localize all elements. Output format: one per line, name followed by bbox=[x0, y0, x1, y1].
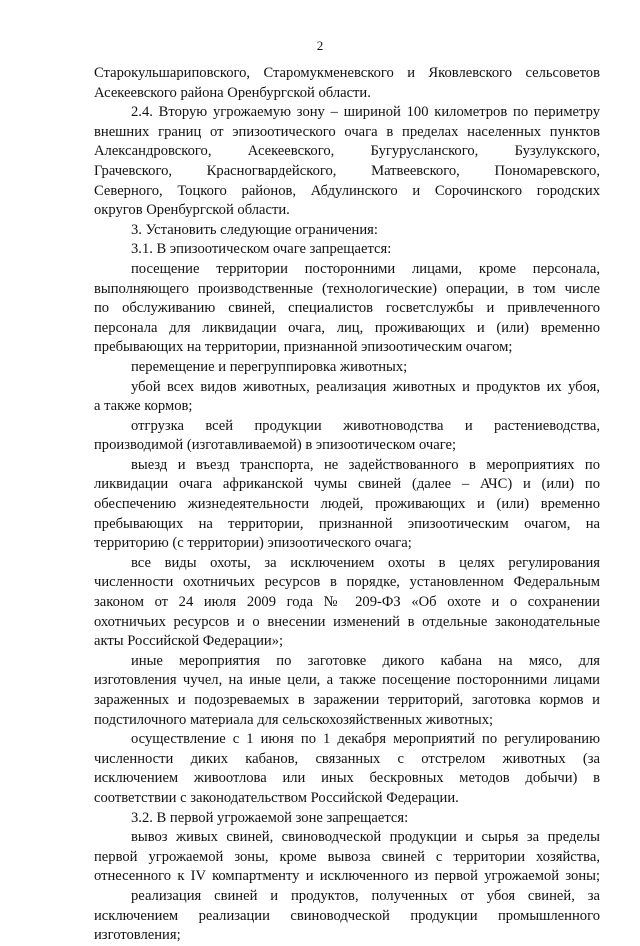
text-line: законом от 24 июля 2009 года № 209-ФЗ «Об охоте и о сохранении bbox=[94, 594, 600, 611]
text-line: 3.2. В первой угрожаемой зоне запрещается: bbox=[131, 809, 409, 826]
text-line: численности диких кабанов, связанных с отстрелом животных (за bbox=[94, 750, 600, 767]
text-line: изготовления чучел, на иные цели, а также посещение посторонними лицами bbox=[94, 672, 600, 689]
text-line: внешних границ от эпизоотического очага в пределах населенных пунктов bbox=[94, 123, 600, 140]
text-line: территорию (с территории) эпизоотического очага; bbox=[94, 535, 412, 552]
document-body bbox=[94, 64, 600, 946]
text-line: персонала для ликвидации очага, лиц, проживающих и (или) временно bbox=[94, 319, 600, 336]
text-line: производимой (изготавливаемой) в эпизоотическом очаге; bbox=[94, 437, 457, 454]
text-line: перемещение и перегруппировка животных; bbox=[131, 358, 408, 375]
text-line: Северного, Тоцкого районов, Абдулинского и Сорочинского городских bbox=[94, 182, 600, 199]
text-line: по обслуживанию свиней, специалистов госветслужбы и привлеченного bbox=[94, 300, 600, 317]
text-line: Александровского, Асекеевского, Бугурусланского, Бузулукского, bbox=[94, 143, 600, 160]
text-line: ликвидации очага африканской чумы свиней (далее – АЧС) и (или) по bbox=[94, 476, 600, 493]
text-line: 3.1. В эпизоотическом очаге запрещается: bbox=[131, 241, 392, 258]
text-line: реализация свиней и продуктов, полученных от убоя свиней, за bbox=[131, 887, 600, 904]
text-line: отнесенного к IV компартменту и исключенного из первой угрожаемой зоны; bbox=[94, 868, 600, 885]
text-line: 3. Установить следующие ограничения: bbox=[131, 221, 378, 238]
text-line: округов Оренбургской области. bbox=[94, 202, 290, 219]
text-line: выполняющего производственные (технологические) операции, в том числе bbox=[94, 280, 600, 297]
text-line: иные мероприятия по заготовке дикого кабана на мясо, для bbox=[131, 652, 600, 669]
text-line: 2.4. Вторую угрожаемую зону – шириной 100 километров по периметру bbox=[131, 104, 600, 121]
text-line: осуществление с 1 июня по 1 декабря мероприятий по регулированию bbox=[131, 731, 600, 748]
text-line: Грачевского, Красногвардейского, Матвеевского, Пономаревского, bbox=[94, 162, 600, 179]
text-line: изготовления; bbox=[94, 927, 181, 944]
text-line: обеспечению жизнедеятельности людей, проживающих и (или) временно bbox=[94, 496, 600, 513]
text-line: исключением реализации свиноводческой продукции промышленного bbox=[94, 907, 600, 924]
text-line: исключением живоотлова или иных бескровных методов добычи) в bbox=[94, 770, 600, 787]
text-line: охотничьих ресурсов и о внесении изменений в отдельные законодательные bbox=[94, 613, 600, 630]
text-line: акты Российской Федерации»; bbox=[94, 633, 284, 650]
text-line: все виды охоты, за исключением охоты в целях регулирования bbox=[131, 554, 600, 571]
page-number: 2 bbox=[316, 38, 324, 53]
text-line: зараженных и подозреваемых в заражении территорий, заготовка кормов и bbox=[94, 692, 600, 708]
text-line: а также кормов; bbox=[94, 398, 193, 415]
text-line: численности охотничьих ресурсов в порядке, установленном Федеральным bbox=[94, 574, 600, 591]
text-line: выезд и въезд транспорта, не задействованного в мероприятиях по bbox=[131, 456, 600, 473]
text-line: первой угрожаемой зоны, кроме вывоза свиней с территории хозяйства, bbox=[94, 848, 600, 865]
text-line: посещение территории посторонними лицами, кроме персонала, bbox=[131, 260, 600, 277]
text-line: вывоз живых свиней, свиноводческой продукции и сырья за пределы bbox=[131, 829, 600, 846]
text-line: пребывающих на территории, признанной эпизоотическим очагом, на bbox=[94, 515, 600, 532]
text-line: подстилочного материала для сельскохозяйственных животных; bbox=[94, 711, 494, 728]
text-line: соответствии с законодательством Российской Федерации. bbox=[94, 789, 459, 806]
text-line: отгрузка всей продукции животноводства и растениеводства, bbox=[131, 417, 600, 434]
text-line: убой всех видов животных, реализация животных и продуктов их убоя, bbox=[131, 378, 600, 395]
text-line: Асекеевского района Оренбургской области. bbox=[94, 84, 371, 101]
text-line: пребывающих на территории, признанной эпизоотическим очагом; bbox=[94, 339, 513, 356]
text-line: Старокульшариповского, Старомукменевского и Яковлевского сельсоветов bbox=[94, 65, 600, 81]
